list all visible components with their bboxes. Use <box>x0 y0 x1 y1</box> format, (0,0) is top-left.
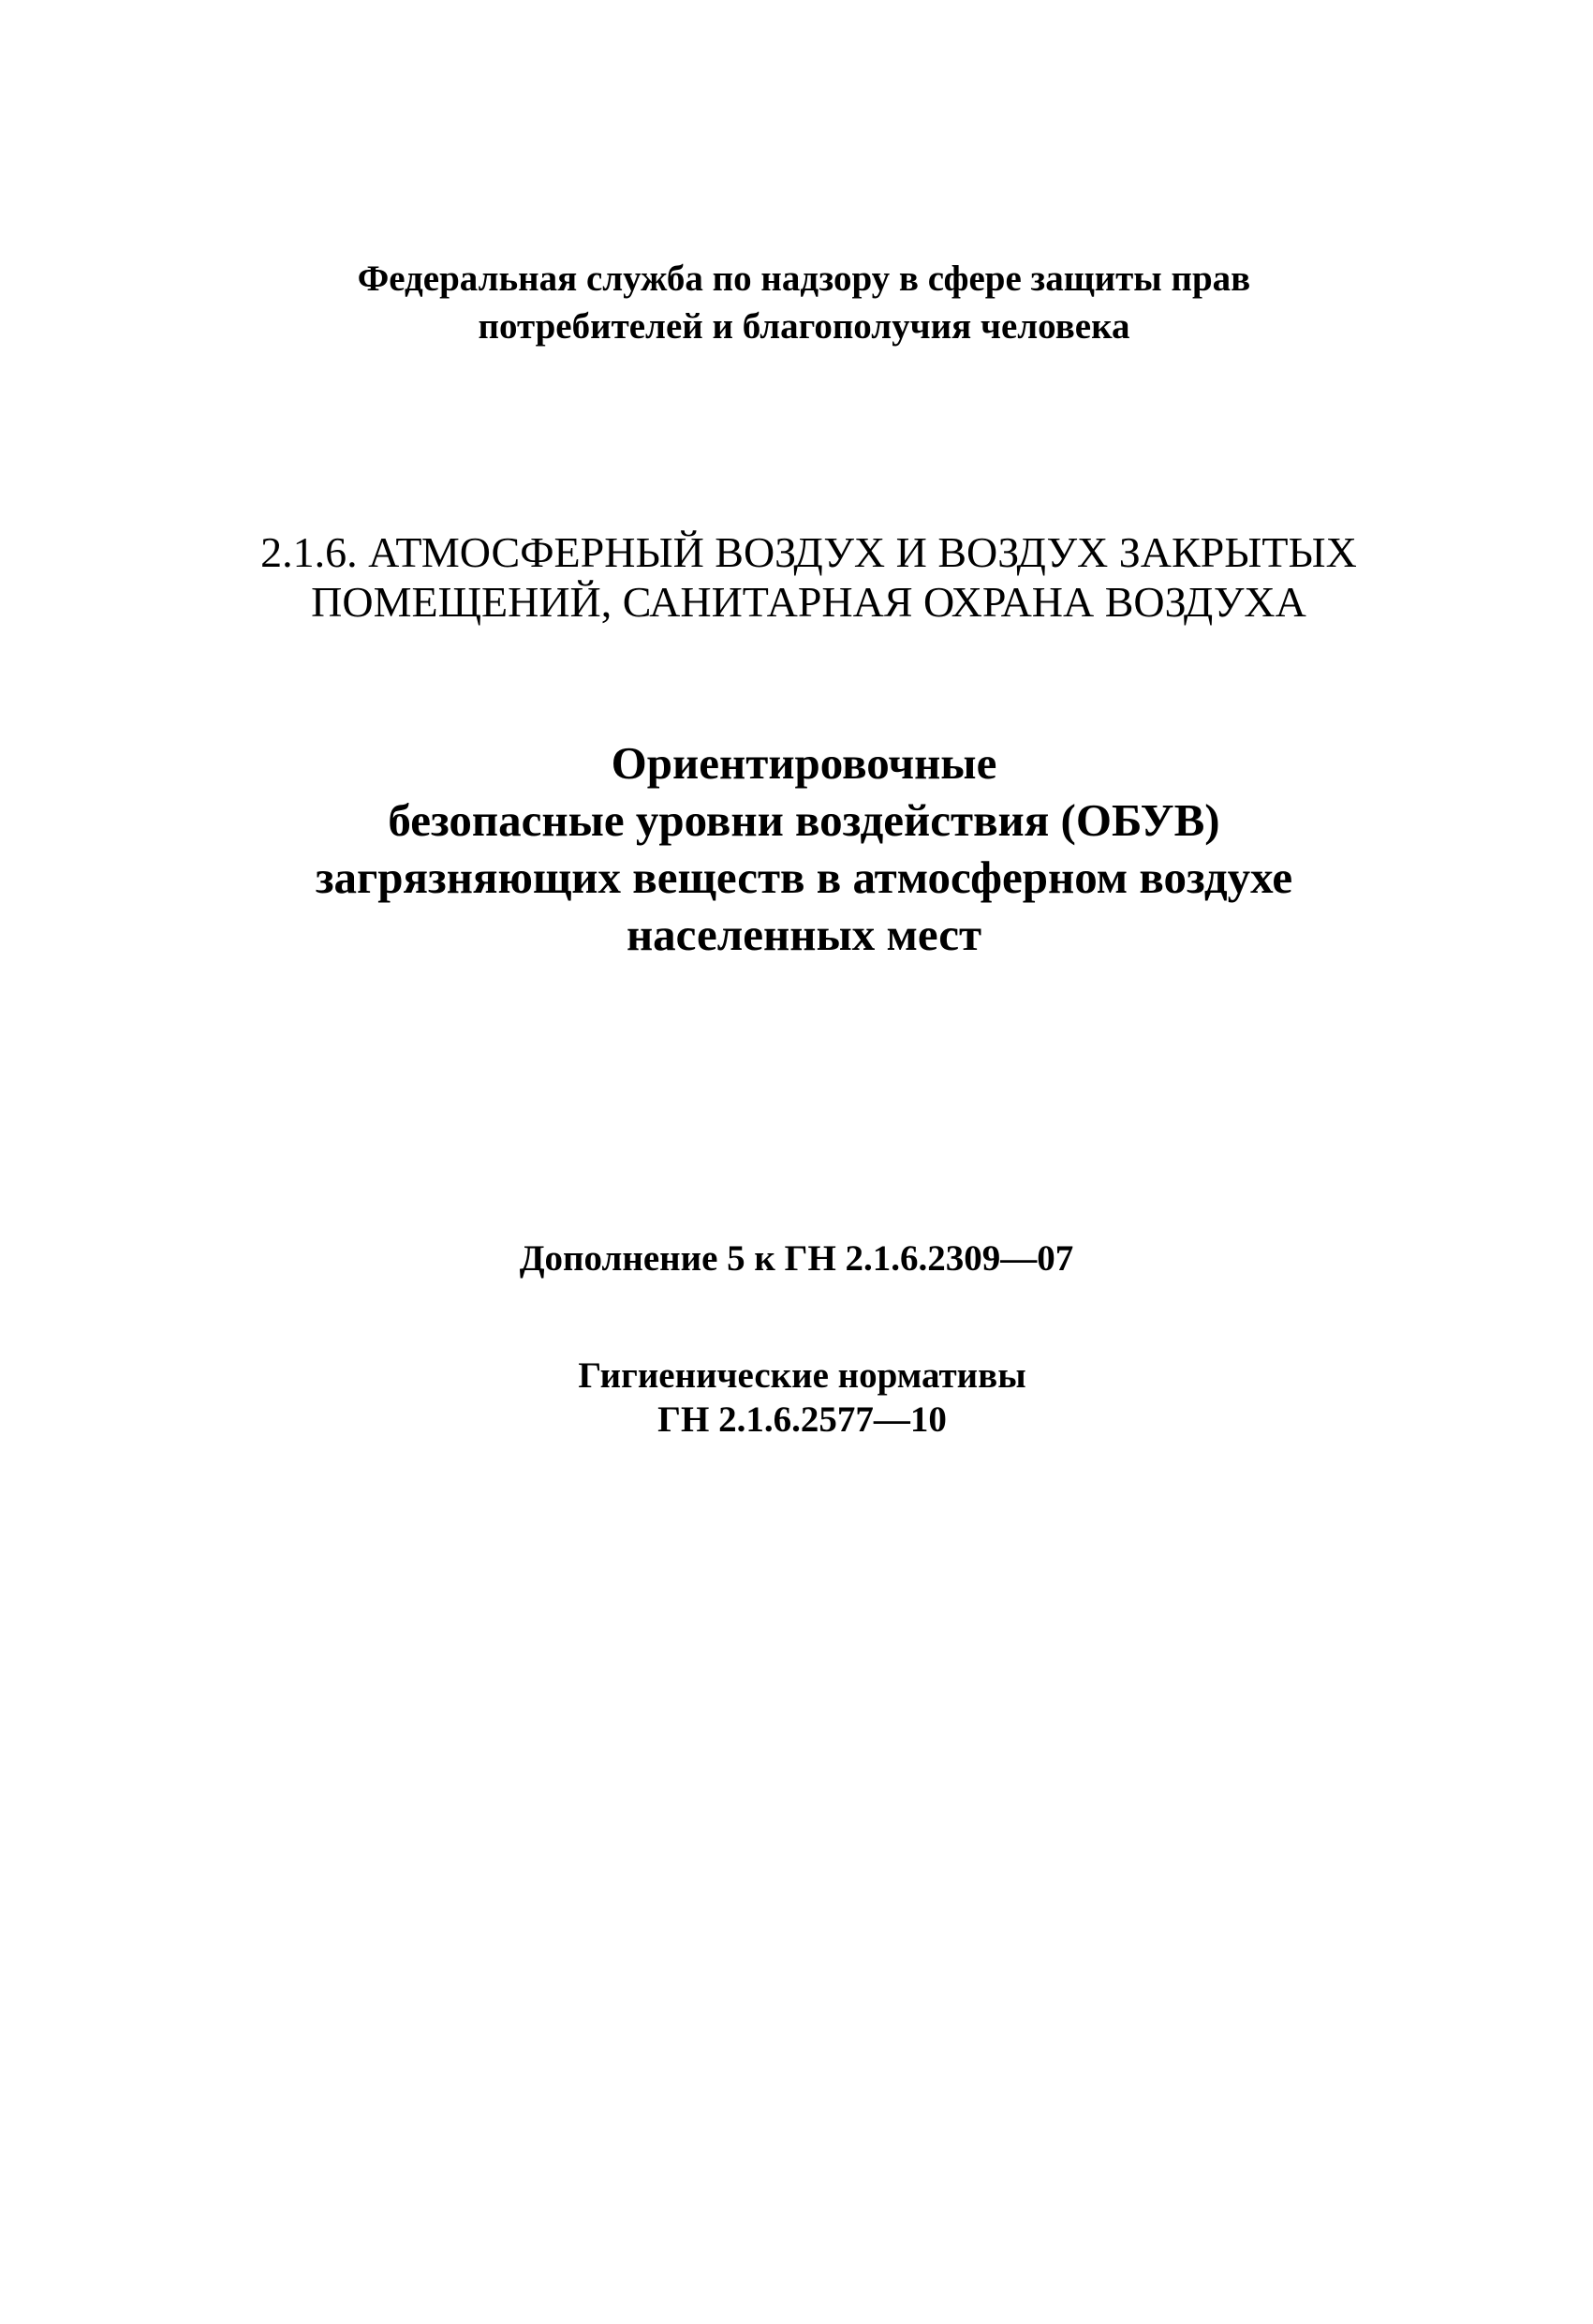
agency-line-2: потребителей и благополучия человека <box>478 306 1130 347</box>
title-line-4: населенных мест <box>626 909 982 960</box>
supplement-text: Дополнение 5 к ГН 2.1.6.2309—07 <box>519 1238 1074 1279</box>
section-heading <box>12 527 1593 627</box>
supplement-note <box>0 1236 1593 1281</box>
norms-code: ГН 2.1.6.2577—10 <box>657 1399 947 1440</box>
title-line-1: Ориентировочные <box>611 737 997 789</box>
hygienic-norms <box>6 1354 1593 1442</box>
agency-line-1: Федеральная служба по надзору в сфере защиты прав <box>357 259 1251 299</box>
document-title <box>7 734 1593 963</box>
norms-label: Гигиенические нормативы <box>578 1355 1026 1396</box>
issuing-agency <box>7 255 1593 350</box>
title-line-2: безопасные уровни воздействия (ОБУВ) <box>388 794 1220 846</box>
title-line-3: загрязняющих веществ в атмосферном воздухе <box>315 851 1293 903</box>
section-line-2: ПОМЕЩЕНИЙ, САНИТАРНАЯ ОХРАНА ВОЗДУХА <box>311 578 1306 626</box>
section-line-1: 2.1.6. АТМОСФЕРНЫЙ ВОЗДУХ И ВОЗДУХ ЗАКРЫТЫХ <box>260 528 1357 576</box>
